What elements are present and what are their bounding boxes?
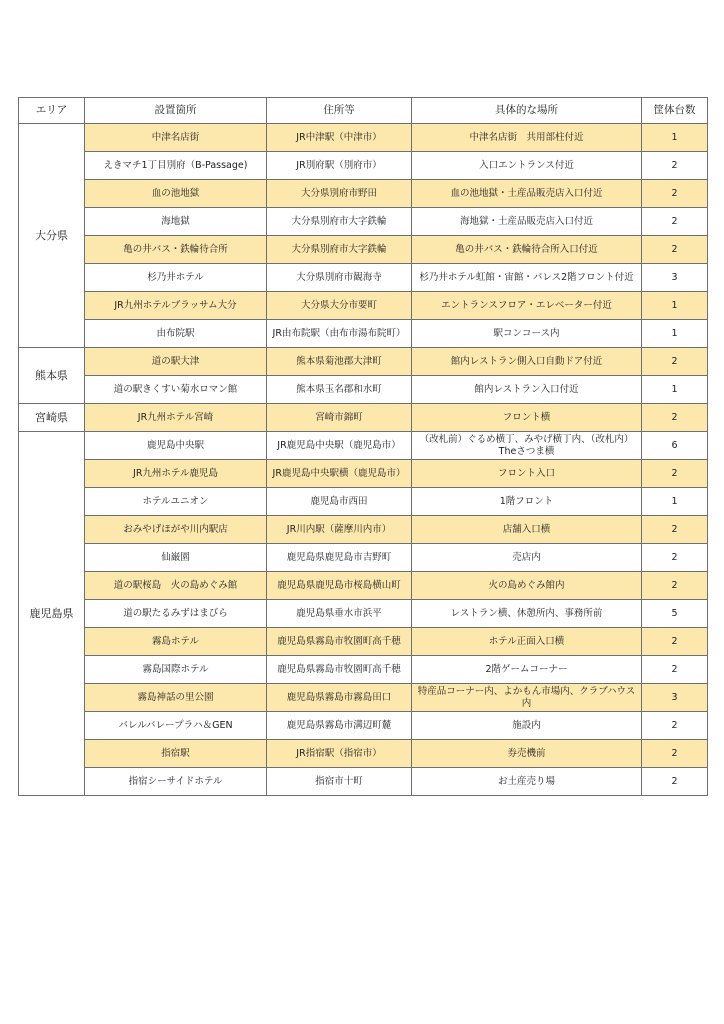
address-cell: JR鹿児島中央駅横（鹿児島市） [267,460,412,488]
header-site: 設置箇所 [85,98,267,124]
table-row [19,712,708,740]
place-cell: 施設内 [412,712,642,740]
site-cell: JR九州ホテル宮崎 [85,404,267,432]
address-cell: 大分県大分市要町 [267,292,412,320]
place-cell: 入口エントランス付近 [412,152,642,180]
table-row [19,124,708,152]
address-cell: 熊本県玉名郡和水町 [267,376,412,404]
count-cell: 3 [642,684,708,712]
site-cell: バレルバレープラハ＆GEN [85,712,267,740]
place-cell: 血の池地獄・土産品販売店入口付近 [412,180,642,208]
site-cell: 霧島ホテル [85,628,267,656]
table-row [19,404,708,432]
address-cell: 宮崎市錦町 [267,404,412,432]
place-cell: 火の島めぐみ館内 [412,572,642,600]
area-cell: 鹿児島県 [19,432,85,796]
site-cell: 鹿児島中央駅 [85,432,267,460]
count-cell: 2 [642,152,708,180]
site-cell: ホテルユニオン [85,488,267,516]
count-cell: 2 [642,628,708,656]
count-cell: 2 [642,236,708,264]
table-row [19,264,708,292]
count-cell: 2 [642,208,708,236]
site-cell: 由布院駅 [85,320,267,348]
address-cell: 大分県別府市観海寺 [267,264,412,292]
site-cell: 中津名店街 [85,124,267,152]
place-cell: 店舗入口横 [412,516,642,544]
site-cell: 指宿駅 [85,740,267,768]
table-row [19,572,708,600]
table-row [19,376,708,404]
place-cell: 売店内 [412,544,642,572]
address-cell: 鹿児島市西田 [267,488,412,516]
address-cell: 大分県別府市大字鉄輪 [267,236,412,264]
site-cell: 亀の井バス・鉄輪待合所 [85,236,267,264]
count-cell: 2 [642,572,708,600]
address-cell: 大分県別府市野田 [267,180,412,208]
table-row [19,348,708,376]
table-row [19,544,708,572]
place-cell: エントランスフロア・エレベーター付近 [412,292,642,320]
place-cell: 中津名店街 共用部柱付近 [412,124,642,152]
site-cell: 霧島神話の里公園 [85,684,267,712]
place-cell: 券売機前 [412,740,642,768]
table-row [19,656,708,684]
place-cell: 館内レストラン入口付近 [412,376,642,404]
address-cell: JR川内駅（薩摩川内市） [267,516,412,544]
count-cell: 1 [642,320,708,348]
count-cell: 2 [642,740,708,768]
address-cell: 熊本県菊池郡大津町 [267,348,412,376]
place-cell: フロント入口 [412,460,642,488]
table-row [19,152,708,180]
address-cell: 鹿児島県鹿児島市桜島横山町 [267,572,412,600]
count-cell: 1 [642,376,708,404]
site-cell: 仙巌園 [85,544,267,572]
site-cell: 霧島国際ホテル [85,656,267,684]
address-cell: JR中津駅（中津市） [267,124,412,152]
place-cell: 特産品コーナー内、よかもん市場内、クラブハウス内 [412,684,642,712]
count-cell: 2 [642,656,708,684]
site-cell: 道の駅たるみずはまびら [85,600,267,628]
address-cell: 鹿児島県鹿児島市吉野町 [267,544,412,572]
site-cell: JR九州ホテル鹿児島 [85,460,267,488]
address-cell: 鹿児島県霧島市牧園町高千穂 [267,656,412,684]
place-cell: 海地獄・土産品販売店入口付近 [412,208,642,236]
installation-table [18,97,708,796]
table-row [19,740,708,768]
table-row [19,600,708,628]
address-cell: 鹿児島県霧島市霧島田口 [267,684,412,712]
site-cell: 海地獄 [85,208,267,236]
header-address: 住所等 [267,98,412,124]
address-cell: 鹿児島県霧島市牧園町高千穂 [267,628,412,656]
count-cell: 3 [642,264,708,292]
table-row [19,208,708,236]
place-cell: 館内レストラン側入口自動ドア付近 [412,348,642,376]
header-count: 筐体台数 [642,98,708,124]
site-cell: 道の駅桜島 火の島めぐみ館 [85,572,267,600]
count-cell: 2 [642,712,708,740]
address-cell: JR由布院駅（由布市湯布院町） [267,320,412,348]
table-row [19,180,708,208]
address-cell: 鹿児島県霧島市溝辺町麓 [267,712,412,740]
table-row [19,488,708,516]
place-cell: （改札前）ぐるめ横丁、みやげ横丁内、（改札内）Theさつま横 [412,432,642,460]
header-place: 具体的な場所 [412,98,642,124]
place-cell: レストラン横、休憩所内、事務所前 [412,600,642,628]
table-row [19,292,708,320]
table-row [19,516,708,544]
header-area: エリア [19,98,85,124]
place-cell: 杉乃井ホテル虹館・宙館・バレス2階フロント付近 [412,264,642,292]
place-cell: 2階ゲームコーナー [412,656,642,684]
count-cell: 2 [642,180,708,208]
place-cell: 1階フロント [412,488,642,516]
count-cell: 2 [642,404,708,432]
count-cell: 2 [642,768,708,796]
table-row [19,460,708,488]
place-cell: フロント横 [412,404,642,432]
site-cell: 血の池地獄 [85,180,267,208]
table-row [19,768,708,796]
count-cell: 2 [642,348,708,376]
table-row [19,684,708,712]
table-row [19,320,708,348]
table-row [19,628,708,656]
address-cell: JR別府駅（別府市） [267,152,412,180]
site-cell: 道の駅大津 [85,348,267,376]
site-cell: 指宿シーサイドホテル [85,768,267,796]
table-header [19,98,708,124]
place-cell: 駅コンコース内 [412,320,642,348]
place-cell: お土産売り場 [412,768,642,796]
count-cell: 5 [642,600,708,628]
table-row [19,432,708,460]
count-cell: 2 [642,516,708,544]
site-cell: 道の駅きくすい菊水ロマン館 [85,376,267,404]
address-cell: 大分県別府市大字鉄輪 [267,208,412,236]
site-cell: 杉乃井ホテル [85,264,267,292]
count-cell: 2 [642,544,708,572]
place-cell: ホテル正面入口横 [412,628,642,656]
count-cell: 1 [642,488,708,516]
area-cell: 大分県 [19,124,85,348]
count-cell: 2 [642,460,708,488]
site-cell: おみやげほがや川内駅店 [85,516,267,544]
area-cell: 熊本県 [19,348,85,404]
address-cell: JR指宿駅（指宿市） [267,740,412,768]
address-cell: 鹿児島県垂水市浜平 [267,600,412,628]
site-cell: えきマチ1丁目別府（B-Passage) [85,152,267,180]
count-cell: 1 [642,292,708,320]
count-cell: 1 [642,124,708,152]
count-cell: 6 [642,432,708,460]
table-row [19,236,708,264]
address-cell: JR鹿児島中央駅（鹿児島市） [267,432,412,460]
site-cell: JR九州ホテルブラッサム大分 [85,292,267,320]
table-body [19,124,708,796]
address-cell: 指宿市十町 [267,768,412,796]
place-cell: 亀の井バス・鉄輪待合所入口付近 [412,236,642,264]
area-cell: 宮崎県 [19,404,85,432]
